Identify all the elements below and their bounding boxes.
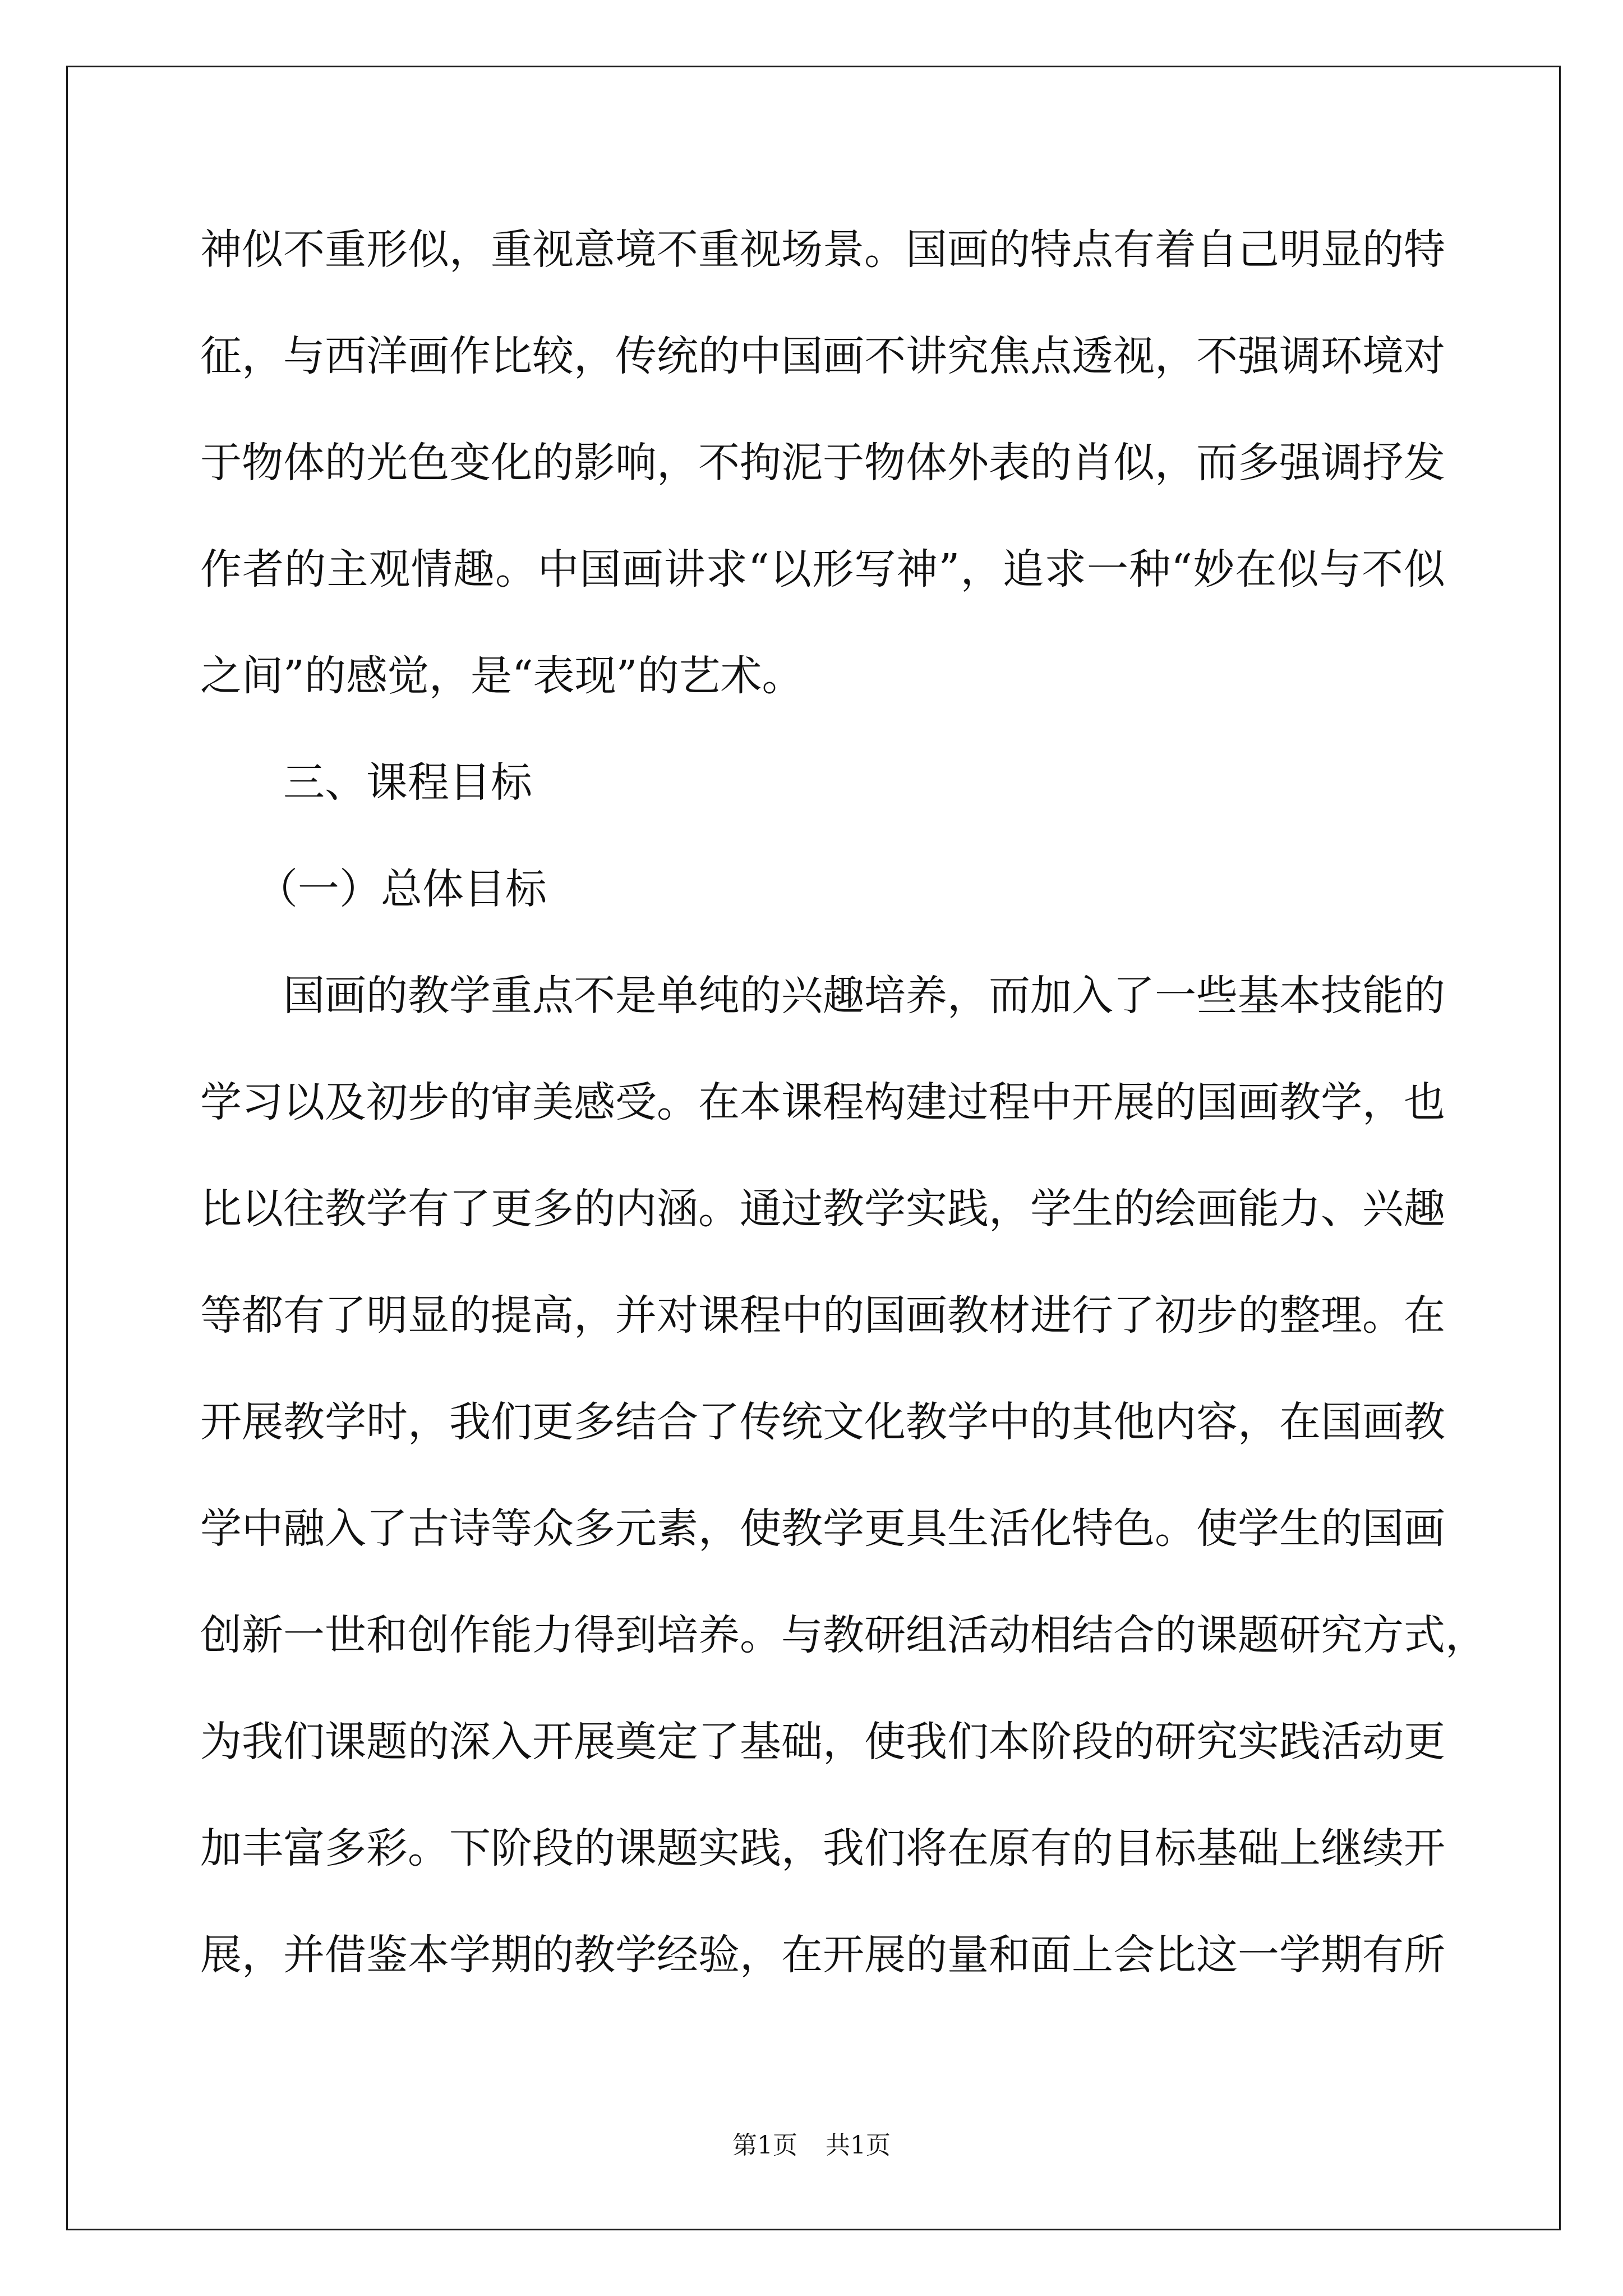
- paragraph-2-line-7: 创新一世和创作能力得到培养。与教研组活动相结合的课题研究方式，: [200, 1611, 1487, 1659]
- paragraph-2-line-2: 学习以及初步的审美感受。在本课程构建过程中开展的国画教学，也: [200, 1078, 1445, 1126]
- paragraph-1-line-3: 于物体的光色变化的影响，不拘泥于物体外表的肖似，而多强调抒发: [200, 439, 1445, 487]
- paragraph-1-line-1: 神似不重形似，重视意境不重视场景。国画的特点有着自己明显的特: [200, 226, 1445, 274]
- paragraph-1-line-4: 作者的主观情趣。中国画讲求“以形写神”，追求一种“妙在似与不似: [200, 545, 1445, 593]
- page-footer: [0, 2125, 1623, 2161]
- paragraph-2-line-5: 开展教学时，我们更多结合了传统文化教学中的其他内容，在国画教: [200, 1398, 1445, 1446]
- page-total: 共1页: [826, 2131, 891, 2160]
- paragraph-1-line-5: 之间”的感觉，是“表现”的艺术。: [200, 652, 804, 700]
- page-number: 第1页: [732, 2131, 797, 2160]
- paragraph-2-line-8: 为我们课题的深入开展奠定了基础，使我们本阶段的研究实践活动更: [200, 1718, 1445, 1766]
- paragraph-1-line-2: 征，与西洋画作比较，传统的中国画不讲究焦点透视，不强调环境对: [200, 332, 1445, 380]
- section-heading: 三、课程目标: [283, 758, 532, 807]
- paragraph-2-line-9: 加丰富多彩。下阶段的课题实践，我们将在原有的目标基础上继续开: [200, 1824, 1445, 1872]
- paragraph-2-line-1: 国画的教学重点不是单纯的兴趣培养，而加入了一些基本技能的: [283, 972, 1445, 1020]
- paragraph-2-line-6: 学中融入了古诗等众多元素，使教学更具生活化特色。使学生的国画: [200, 1504, 1445, 1553]
- paragraph-2-line-10: 展，并借鉴本学期的教学经验，在开展的量和面上会比这一学期有所: [200, 1931, 1445, 1979]
- paragraph-2-line-4: 等都有了明显的提高，并对课程中的国画教材进行了初步的整理。在: [200, 1291, 1445, 1340]
- paragraph-2-line-3: 比以往教学有了更多的内涵。通过教学实践，学生的绘画能力、兴趣: [200, 1185, 1445, 1233]
- subsection-heading: （一）总体目标: [256, 865, 547, 913]
